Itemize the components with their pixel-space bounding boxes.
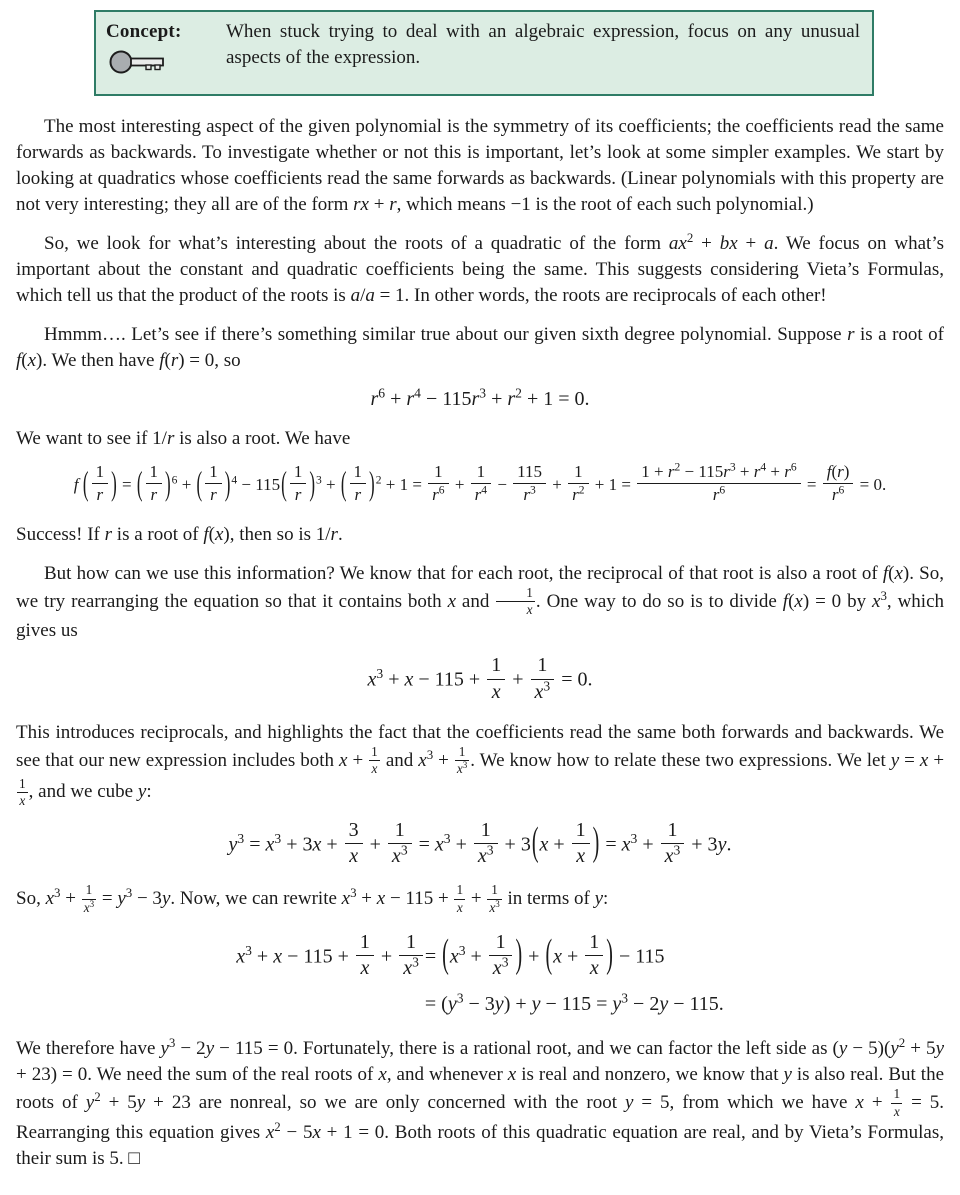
concept-box xyxy=(94,10,874,96)
equation-divided-by-x3: $x^3 + x - 115$ + $\frac{1}{x}$ + $\frac{1}{x^3}$ = 0. xyxy=(367,654,593,703)
paragraph-quadratic: So, we look for what’s interesting about the roots of a quadratic of the form $ax^2$ + bx + a. We focus on what’s important about the constant and quadratic coefficients being the same. This suggests considering Vieta’s Formulas, which tell us that the product of the roots is a/a = 1. In other words, the roots are reciprocals of each other! xyxy=(16,229,945,306)
aligned-equation-spacer xyxy=(236,987,425,1022)
concept-box-header xyxy=(106,19,210,85)
concept-text: When stuck trying to deal with an algebraic expression, focus on any unusual aspects of the expression. xyxy=(226,21,860,68)
paragraph-symmetry: The most interesting aspect of the given polynomial is the symmetry of its coefficients; the coefficients read the same forwards as backwards. To investigate whether or not this is important, let’s look at some simpler examples. We start by looking at quadratics whose coefficients read the same forwards as backwards. (Linear polynomials with this property are not very interesting; they all are of the form rx + r, which means −1 is the root of each such polynomial.) xyxy=(16,116,944,215)
concept-label: Concept: xyxy=(106,21,182,42)
aligned-equation-rhs-line2: = $(y^3 - 3y) + y - 115 = y^3 - 2y - 115$. xyxy=(424,990,724,1016)
paragraph-but-how: But how can we use this information? We know that for each root, the reciprocal of that root is also a root of f(x). So, we try rearranging the equation so that it contains both x and $\frac{1}{x}$ . One way to do so is to divide f(x) = 0 by $x^3$, which gives us xyxy=(16,562,944,642)
equation-aligned-rewrite xyxy=(16,929,944,1022)
aligned-equation-lhs: $x^3 + x - 115$ + $\frac{1}{x}$ + $\frac{1}{x^3}$ xyxy=(236,929,425,987)
paragraph-rewrite: So, $x^3$ + $\frac{1}{x^3}$ = $y^3 - 3y$. Now, we can rewrite $x^3 + x - 115$ + $\frac{1}{x}$ + $\frac{1}{x^3}$ in terms of y: xyxy=(16,882,609,915)
equation-cube-of-y: $y^3 = x^3 + 3x$ + $\frac{3}{x}$ + $\frac{1}{x^3}$ = $x^3$ + $\frac{1}{x^3}$ + 3(x + $\frac{1}{x}$ ) = $x^3$ + $\frac{1}{x^3}$ + 3y. xyxy=(228,818,732,868)
paragraph-conclusion: We therefore have $y^3 - 2y - 115 = 0$. Fortunately, there is a rational root, and we can factor the left side as $(y - 5)(y^2 + 5y + 23) = 0$. We need the sum of the real roots of x, and whenever x is real and nonzero, we know that y is also real. But the roots of $y^2 + 5y + 23$ are nonreal, so we are only concerned with the root y = 5, from which we have x + $\frac{1}{x}$ = 5. Rearranging this equation gives $x^2 - 5x + 1 = 0$. Both roots of this quadratic equation are real, and by Vieta’s Formulas, their sum is 5. □ xyxy=(16,1035,945,1169)
paragraph-introduces: This introduces reciprocals, and highlights the fact that the coefficients read the same both forwards and backwards. We see that our new expression includes both x + $\frac{1}{x}$ and $x^3$ + $\frac{1}{x^3}$ . We know how to relate these two expressions. We let y = x + $\frac{1}{x}$ , and we cube y: xyxy=(16,721,945,808)
aligned-equation-rhs-line1: = ($x^3$ + $\frac{1}{x^3}$ ) + (x + $\frac{1}{x}$ ) − 115 xyxy=(424,930,665,980)
key-icon xyxy=(108,47,210,85)
equation-polynomial-in-r: $r^6 + r^4 - 115r^3 + r^2 + 1 = 0$. xyxy=(370,385,590,410)
line-we-want: We want to see if 1/r is also a root. We have xyxy=(16,428,351,449)
equation-f-of-reciprocal: f ( $\frac{1}{r}$ ) = ( $\frac{1}{r}$ )$^6$ + ( $\frac{1}{r}$ )$^4$ − 115( $\frac{1}{r}$ )$^3$ + ( $\frac{1}{r}$ )$^2$ + 1 = $\frac{1}{r^6}$ + $\frac{1}{r^4}$ − $\frac{115}{r^3}$ + $\frac{1}{r^2}$ + 1 = $\frac{1 + r^2 - 115r^3 + r^4 + r^6}{r^6}$ = $\frac{f(r)}{r^6}$ = 0. xyxy=(73,460,887,505)
paragraph-hmmm: Hmmm…. Let’s see if there’s something similar true about our given sixth degree polynomial. Suppose r is a root of f(x). We then have f(r) = 0, so xyxy=(16,324,944,371)
line-success: Success! If r is a root of f(x), then so is 1/r. xyxy=(16,523,343,545)
